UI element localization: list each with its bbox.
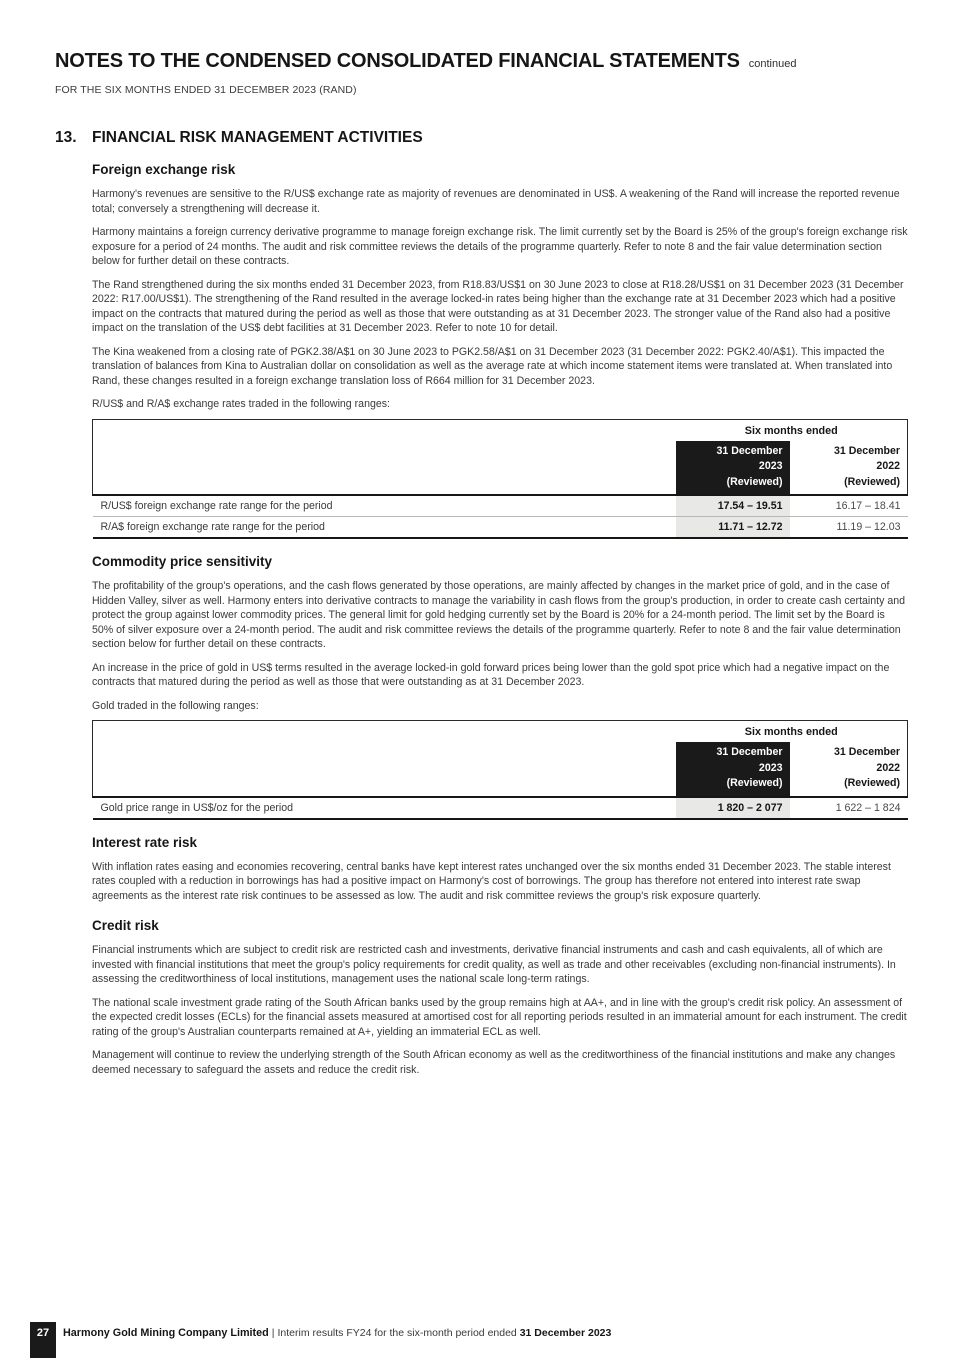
paragraph: The profitability of the group's operations, and the cash flows generated by those operations, are mainly affected by changes in the market price of gold, and in the case of Hidden Valley, silver as well. Harmony enters into derivative contracts to manage the variability in cash flows from the group's production, in order to create cash certainty and protect the group against lower commodity prices. The general limit for gold hedging currently set by the Board is 20% for a 24-month period. The limit set by the Board is 50% of silver exposure over a 24-month period. The audit and risk committee reviews the details of the programme quarterly. Refer to note 8 and the fair value determination section below for further detail on these contracts. [92, 580, 906, 650]
value-2022: 16.17 – 18.41 [790, 495, 908, 517]
value-2022: 1 622 – 1 824 [790, 797, 908, 819]
table-row [93, 797, 908, 819]
subsection-heading: Commodity price sensitivity [92, 554, 273, 569]
column-header-2023-reviewed: 31 December 2023 (Reviewed) [676, 742, 790, 797]
subsection-credit-risk [92, 918, 908, 1077]
paragraph: Financial instruments which are subject to credit risk are restricted cash and investments, derivative financial instruments and cash and cash equivalents, all of which are invested with financial institutions that meet the group's policy requirements for credit quality, as well as trade and other receivables (excluding non-financial instruments). In assessing the creditworthiness of local institutions, management uses the national scale long-term ratings. [92, 944, 896, 985]
table-row [93, 495, 908, 517]
footer [63, 1327, 611, 1339]
subsection-commodity-price-sensitivity [92, 554, 908, 820]
paragraph: Harmony maintains a foreign currency derivative programme to manage foreign exchange risk. The limit currently set by the Board is 25% of the group's foreign exchange risk exposure for a period of 24 months. The audit and risk committee reviews the details of the programme quarterly. Refer to note 8 and the fair value determination section below for further detail on these contracts. [92, 226, 908, 267]
period-header: Six months ended [676, 721, 908, 743]
table-column-header-row [93, 742, 908, 797]
table-intro: R/US$ and R/A$ exchange rates traded in the following ranges: [92, 398, 390, 410]
page-number: 27 [36, 1327, 50, 1339]
document-title: NOTES TO THE CONDENSED CONSOLIDATED FINANCIAL STATEMENTS [55, 50, 740, 72]
value-2023: 1 820 – 2 077 [676, 797, 790, 819]
value-2023: 17.54 – 19.51 [676, 495, 790, 517]
column-header-2023-reviewed: 31 December 2023 (Reviewed) [676, 441, 790, 496]
subsection-heading: Credit risk [92, 918, 159, 933]
exchange-rates-table [92, 419, 908, 540]
period-header: Six months ended [676, 419, 908, 441]
paragraph: Management will continue to review the underlying strength of the South African economy as well as the creditworthiness of the financial institutions and make any changes deemed necessary to safeguard the assets and reduce the credit risk. [92, 1049, 896, 1076]
paragraph: The national scale investment grade rating of the South African banks used by the group remains high at AA+, and in line with the group's credit risk policy. An assessment of the expected credit losses (ECLs) for the financial assets measured at amortised cost for all reporting periods resulted in an immaterial amount for each instrument. The credit rating of the group's Australian counterparts remained at A+, yielding an immaterial ECL as well. [92, 996, 907, 1038]
document-title-continued: continued [748, 58, 797, 70]
value-2022: 11.19 – 12.03 [790, 517, 908, 539]
column-header-2022-reviewed: 31 December 2022 (Reviewed) [790, 742, 908, 797]
table-column-header-row [93, 441, 908, 496]
subsection-foreign-exchange-risk [92, 162, 908, 539]
section-13-financial-risk-management [55, 129, 908, 1086]
table-intro: Gold traded in the following ranges: [92, 699, 259, 712]
row-label: Gold price range in US$/oz for the period [93, 797, 676, 819]
footer-text: Interim results FY24 for the six-month period ended [277, 1327, 517, 1339]
column-header-2022-reviewed: 31 December 2022 (Reviewed) [790, 441, 908, 496]
subsection-heading: Interest rate risk [92, 834, 198, 850]
footer-date: 31 December 2023 [519, 1327, 612, 1339]
page-number-badge [30, 1322, 56, 1358]
value-2023: 11.71 – 12.72 [676, 517, 790, 539]
table-period-row [93, 419, 908, 441]
table-row [93, 517, 908, 539]
paragraph: An increase in the price of gold in US$ terms resulted in the average locked-in gold forward prices being lower than the gold spot price which had a negative impact on the contracts that matured during the period as well as those that were outstanding as at 31 December 2023. [92, 661, 890, 688]
paragraph: The Rand strengthened during the six months ended 31 December 2023, from R18.83/US$1 on 30 June 2023 to close at R18.28/US$1 on 31 December 2023 (31 December 2022: R17.00/US$1). The strengthening of the Rand resulted in the average locked-in rates being higher than the exchange rate at 31 December 2023 which had a positive impact on the contracts that matured during the period as well as those that were outstanding as at 31 December 2023. The stronger value of the Rand also had a positive impact on the translation of the US$ debt facilities at 31 December 2023. Refer to note 10 for detail. [92, 278, 904, 334]
paragraph: With inflation rates easing and economies recovering, central banks have kept interest rates unchanged over the six months ended 31 December 2023. The stable interest rates coupled with a reduction in borrowings has had a positive impact on Harmony's cost of borrowings. The group has therefore not entered into interest rate swap agreements as the interest rate risk continues to be assessed as low. The audit and risk committee reviews the group's risk exposure quarterly. [92, 860, 891, 902]
section-title: FINANCIAL RISK MANAGEMENT ACTIVITIES [92, 129, 423, 146]
paragraph: The Kina weakened from a closing rate of PGK2.38/A$1 on 30 June 2023 to PGK2.58/A$1 on 31 December 2023 (31 December 2022: PGK2.40/A$1). This impacted the translation of balances from Kina to Australian dollar on consolidation as well as the average rate at which income statement items were translated at. When translated into Rand, these changes resulted in a foreign exchange translation loss of R664 million for 31 December 2023. [92, 345, 893, 387]
gold-price-table [92, 720, 908, 820]
section-number: 13. [55, 129, 77, 146]
footer-separator: | [271, 1327, 275, 1339]
row-label: R/A$ foreign exchange rate range for the period [93, 517, 676, 539]
document-header [55, 50, 908, 73]
paragraph: Harmony's revenues are sensitive to the R/US$ exchange rate as majority of revenues are denominated in US$. A weakening of the Rand will increase the reported revenue total; conversely a strengthening will decrease it. [92, 188, 900, 215]
row-label: R/US$ foreign exchange rate range for the period [93, 495, 676, 517]
subsection-heading: Foreign exchange risk [92, 162, 236, 177]
footer-company-name: Harmony Gold Mining Company Limited [63, 1327, 269, 1339]
document-subtitle: FOR THE SIX MONTHS ENDED 31 DECEMBER 2023 (RAND) [55, 84, 357, 96]
table-period-row [93, 721, 908, 743]
subsection-interest-rate-risk [92, 835, 908, 904]
